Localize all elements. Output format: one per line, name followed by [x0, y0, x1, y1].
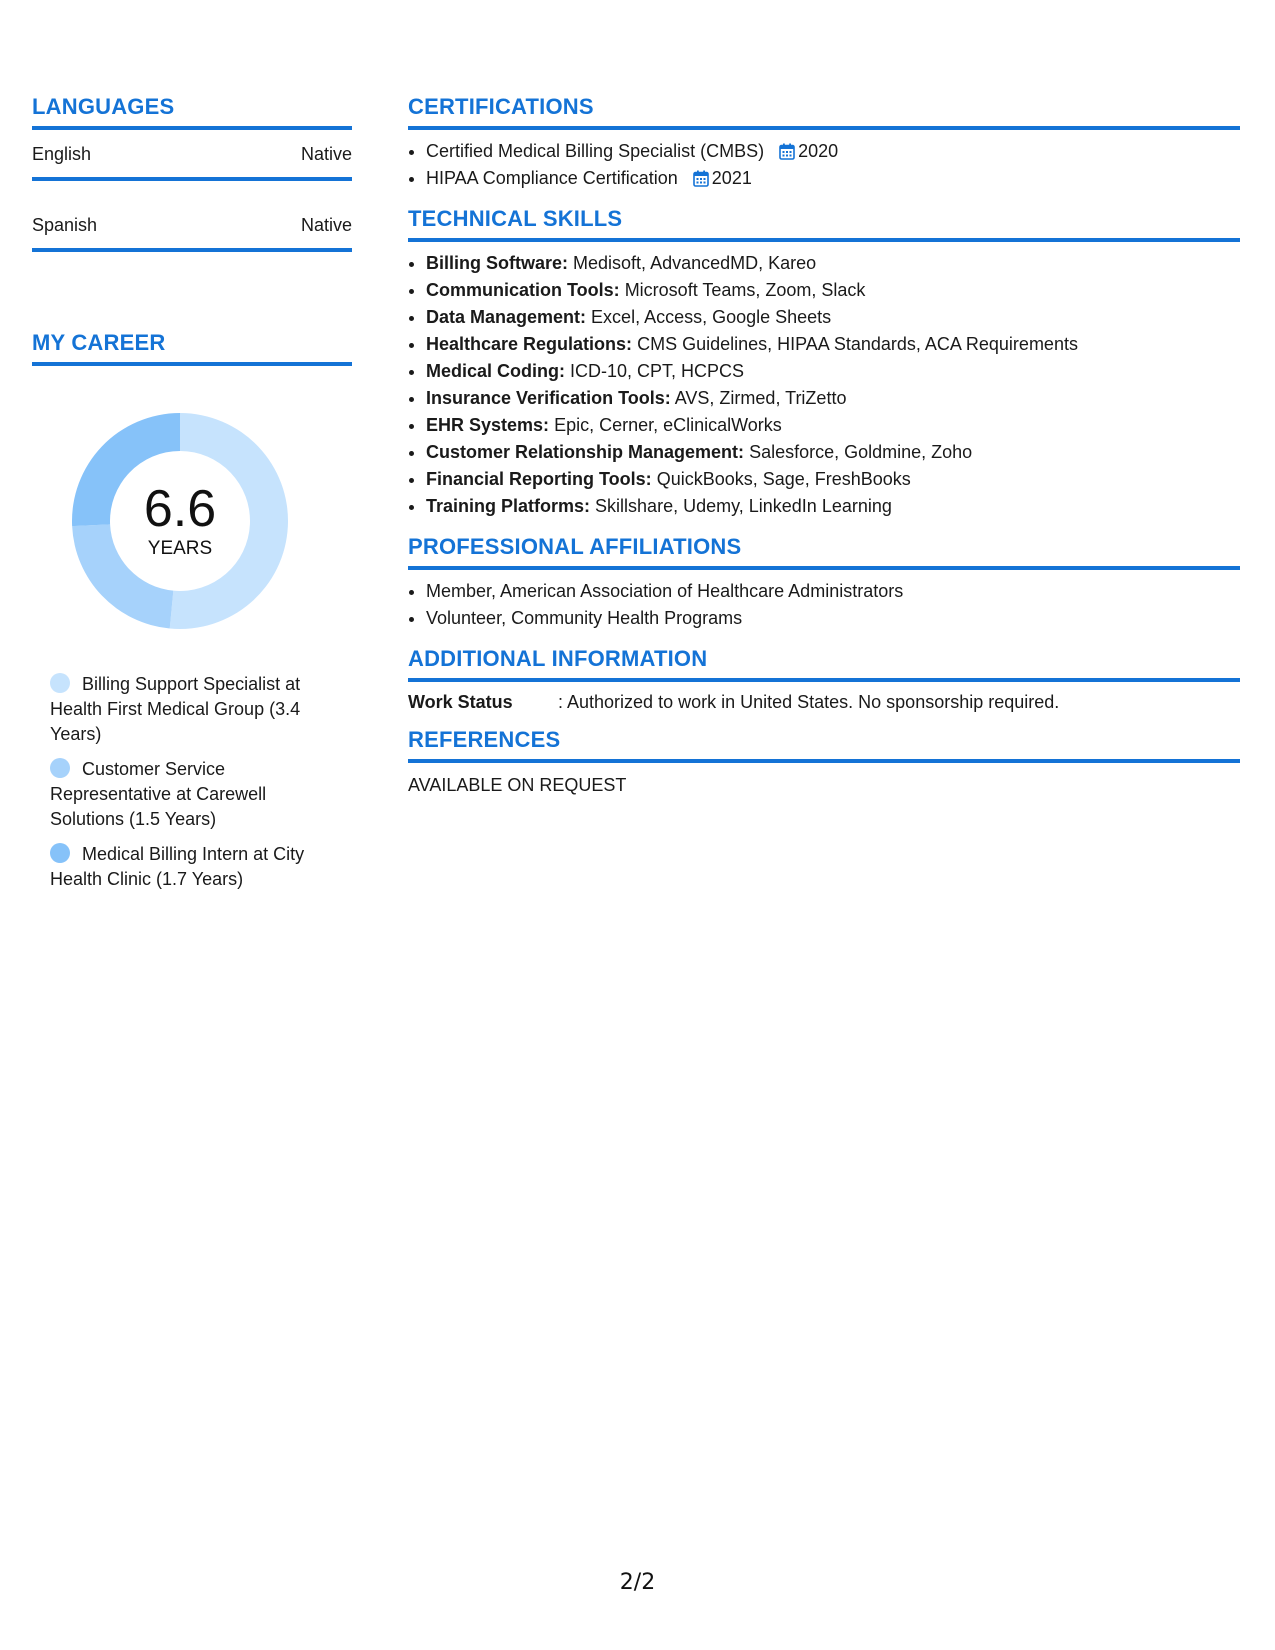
calendar-icon [693, 170, 709, 187]
certification-year: 2020 [798, 141, 839, 161]
legend-dot-icon [50, 673, 70, 693]
skill-label: Data Management: [426, 307, 587, 327]
skill-item [426, 331, 1240, 358]
work-status-row [408, 692, 1240, 713]
affiliation-item: • Volunteer, Community Health Programs [426, 605, 1240, 632]
skill-item [426, 250, 1240, 277]
legend-item [50, 672, 335, 747]
affiliations-list [408, 578, 1240, 632]
skill-value: Salesforce, Goldmine, Zoho [749, 442, 973, 462]
career-legend [50, 672, 335, 892]
skill-value: QuickBooks, Sage, FreshBooks [656, 469, 911, 489]
language-row [32, 144, 352, 181]
certifications-section [408, 94, 1240, 192]
donut-center [65, 406, 295, 636]
technical-skills-heading: TECHNICAL SKILLS [408, 206, 1240, 242]
legend-dot-icon [50, 758, 70, 778]
skill-label: Medical Coding: [426, 361, 565, 381]
skill-value: ICD-10, CPT, HCPCS [570, 361, 745, 381]
skill-label: Customer Relationship Management: [426, 442, 745, 462]
certification-name: HIPAA Compliance Certification [426, 168, 678, 188]
skill-label: Billing Software: [426, 253, 569, 273]
total-years-unit: YEARS [147, 538, 213, 559]
certifications-list [408, 138, 1240, 192]
skill-value: Medisoft, AdvancedMD, Kareo [573, 253, 817, 273]
skill-item [426, 439, 1240, 466]
affiliation-item: • Member, American Association of Healthcare Administrators [426, 578, 1240, 605]
skill-label: Insurance Verification Tools: [426, 388, 671, 408]
career-heading: MY CAREER [32, 330, 352, 366]
languages-list [32, 144, 352, 252]
left-column [32, 94, 352, 902]
legend-item [50, 757, 335, 832]
skill-value: AVS, Zirmed, TriZetto [674, 388, 847, 408]
language-name: Spanish [32, 215, 98, 235]
legend-label: Billing Support Specialist at Health First Medical Group (3.4 Years) [50, 674, 301, 744]
additional-info-heading: ADDITIONAL INFORMATION [408, 646, 1240, 682]
work-status-label: Work Status [408, 692, 513, 712]
work-status-value: : Authorized to work in United States. No sponsorship required. [558, 692, 1060, 712]
skill-item [426, 304, 1240, 331]
certification-year: 2021 [711, 168, 752, 188]
skill-item [426, 412, 1240, 439]
certifications-heading: CERTIFICATIONS [408, 94, 1240, 130]
affiliations-heading: PROFESSIONAL AFFILIATIONS [408, 534, 1240, 570]
legend-label: Medical Billing Intern at City Health Clinic (1.7 Years) [50, 844, 305, 889]
technical-skills-list [408, 250, 1240, 520]
references-text: AVAILABLE ON REQUEST [408, 775, 627, 795]
skill-label: EHR Systems: [426, 415, 550, 435]
affiliations-section [408, 534, 1240, 632]
skill-value: Microsoft Teams, Zoom, Slack [624, 280, 866, 300]
skill-label: Financial Reporting Tools: [426, 469, 652, 489]
additional-info-section [408, 646, 1240, 713]
right-column [408, 94, 1240, 810]
skill-value: Skillshare, Udemy, LinkedIn Learning [595, 496, 892, 516]
legend-item [50, 842, 335, 892]
skill-item [426, 466, 1240, 493]
certification-item [426, 165, 1240, 192]
references-heading: REFERENCES [408, 727, 1240, 763]
language-row [32, 215, 352, 252]
skill-label: Healthcare Regulations: [426, 334, 633, 354]
legend-dot-icon [50, 843, 70, 863]
career-section [32, 330, 352, 892]
skill-label: Training Platforms: [426, 496, 591, 516]
career-donut-chart [65, 406, 295, 636]
languages-heading: LANGUAGES [32, 94, 352, 130]
skill-item [426, 358, 1240, 385]
skill-value: CMS Guidelines, HIPAA Standards, ACA Requirements [637, 334, 1078, 354]
language-name: English [32, 144, 92, 164]
certification-item [426, 138, 1240, 165]
skill-value: Excel, Access, Google Sheets [591, 307, 832, 327]
legend-label: Customer Service Representative at Carewell Solutions (1.5 Years) [50, 759, 267, 829]
skill-item [426, 277, 1240, 304]
calendar-icon [779, 143, 795, 160]
skill-item [426, 493, 1240, 520]
skill-item [426, 385, 1240, 412]
page-number: 2/2 [619, 1570, 656, 1595]
certification-name: Certified Medical Billing Specialist (CMBS) [426, 141, 765, 161]
total-years-value: 6.6 [143, 480, 217, 538]
skill-label: Communication Tools: [426, 280, 620, 300]
technical-skills-section [408, 206, 1240, 520]
language-level: Native [300, 144, 352, 164]
skill-value: Epic, Cerner, eClinicalWorks [554, 415, 782, 435]
references-section [408, 727, 1240, 796]
language-level: Native [300, 215, 352, 235]
